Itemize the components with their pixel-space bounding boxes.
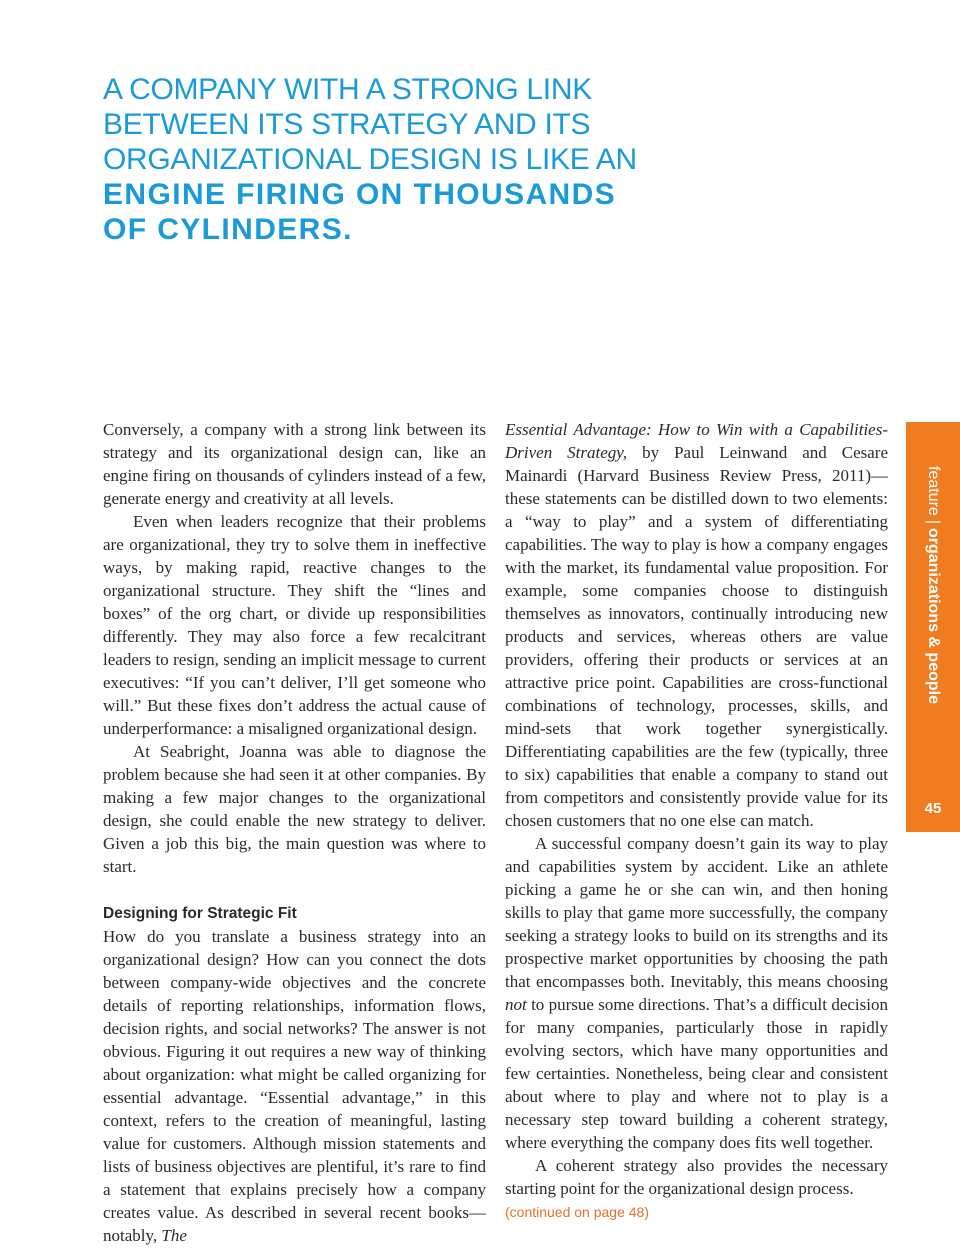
continued-link[interactable]: (continued on page 48) — [505, 1204, 649, 1220]
section-label-feature: feature — [925, 466, 942, 516]
pull-quote-bold-line: OF CYLINDERS. — [103, 213, 353, 246]
section-heading: Designing for Strategic Fit — [103, 905, 297, 922]
right-column — [505, 418, 888, 1224]
pull-quote-line: A COMPANY WITH A STRONG LINK — [103, 73, 592, 106]
emphasis-italic: not — [505, 995, 527, 1014]
section-label-topic: organizations & people — [925, 527, 942, 704]
body-paragraph — [103, 925, 486, 1247]
body-paragraph — [505, 832, 888, 1154]
body-paragraph: At Seabright, Joanna was able to diagnose the problem because she had seen it at other companies. By making a few major changes to the organizational design, she could enable the new strategy to deliver. Given a job this big, the main question was where to start. — [103, 742, 486, 876]
book-title-italic: Essential Advantage: How to Win with a Capabilities-Driven Strategy, — [505, 420, 888, 462]
left-column — [103, 418, 486, 1247]
body-text: How do you translate a business strategy into an organizational design? How can you connect the dots between company-wide objectives and the concrete details of reporting relationships, information flows, decision rights, and social networks? The answer is not obvious. Figuring it out requires a new way of thinking about organization: what might be called organizing for essential advantage. “Essential advantage,” in this context, refers to the creation of meaningful, lasting value for customers. Although mission statements and lists of business objectives are plentiful, it’s rare to find a statement that explains precisely how a company creates value. As described in several recent books—notably, — [103, 927, 486, 1245]
pull-quote-line: BETWEEN ITS STRATEGY AND ITS — [103, 108, 591, 141]
body-text: to pursue some directions. That’s a difficult decision for many companies, particularly those in rapidly evolving sectors, which have many opportunities and few certainties. Nonetheless, being clear and consistent about where to play and where not to play is a necessary step toward building a coherent strategy, where everything the company does fits well together. — [505, 995, 888, 1152]
section-label-separator: | — [925, 519, 942, 524]
pull-quote — [103, 72, 723, 247]
pull-quote-bold-line: ENGINE FIRING ON THOUSANDS — [103, 178, 617, 211]
body-paragraph: A coherent strategy also provides the necessary starting point for the organizational design process. — [505, 1156, 888, 1198]
body-text: by Paul Leinwand and Cesare Mainardi (Harvard Business Review Press, 2011)—these statements can be distilled down to two elements: a “way to play” and a system of differentiating capabilities. The way to play is how a company engages with the market, its fundamental value proposition. For example, some companies choose to distinguish themselves as innovators, continually introducing new products and services, whereas others are value providers, offering their products or services at an attractive price point. Capabilities are cross-functional combinations of technology, processes, skills, and mind-sets that work together synergistically. Differentiating capabilities are the few (typically, three to six) capabilities that enable a company to stand out from competitors and consistently provide value for its chosen customers that no one else can match. — [505, 443, 889, 830]
body-paragraph: Even when leaders recognize that their problems are organizational, they try to solve them in ineffective ways, by making rapid, reactive changes to the organizational structure. They shift the “lines and boxes” of the org chart, or divide up responsibilities differently. They may also force a few recalcitrant leaders to resign, sending an implicit message to current executives: “If you can’t deliver, I’ll get someone who will.” But these fixes don’t address the actual cause of underperformance: a misaligned organizational design. — [103, 512, 486, 738]
body-paragraph: Conversely, a company with a strong link between its strategy and its organizational design can, like an engine firing on thousands of cylinders instead of a few, generate energy and creativity at all levels. — [103, 420, 486, 508]
page-number: 45 — [924, 800, 942, 817]
body-text: A successful company doesn’t gain its way to play and capabilities system by accident. Like an athlete picking a game he or she can win, and then honing skills to play that game more successfully, the company seeking a strategy looks to build on its strengths and its prospective market opportunities by choosing the path that encompasses both. Inevitably, this means choosing — [505, 834, 888, 991]
section-label — [924, 466, 942, 704]
body-paragraph — [505, 418, 888, 832]
book-title-italic: The — [161, 1226, 187, 1245]
pull-quote-line: ORGANIZATIONAL DESIGN IS LIKE AN — [103, 143, 637, 176]
